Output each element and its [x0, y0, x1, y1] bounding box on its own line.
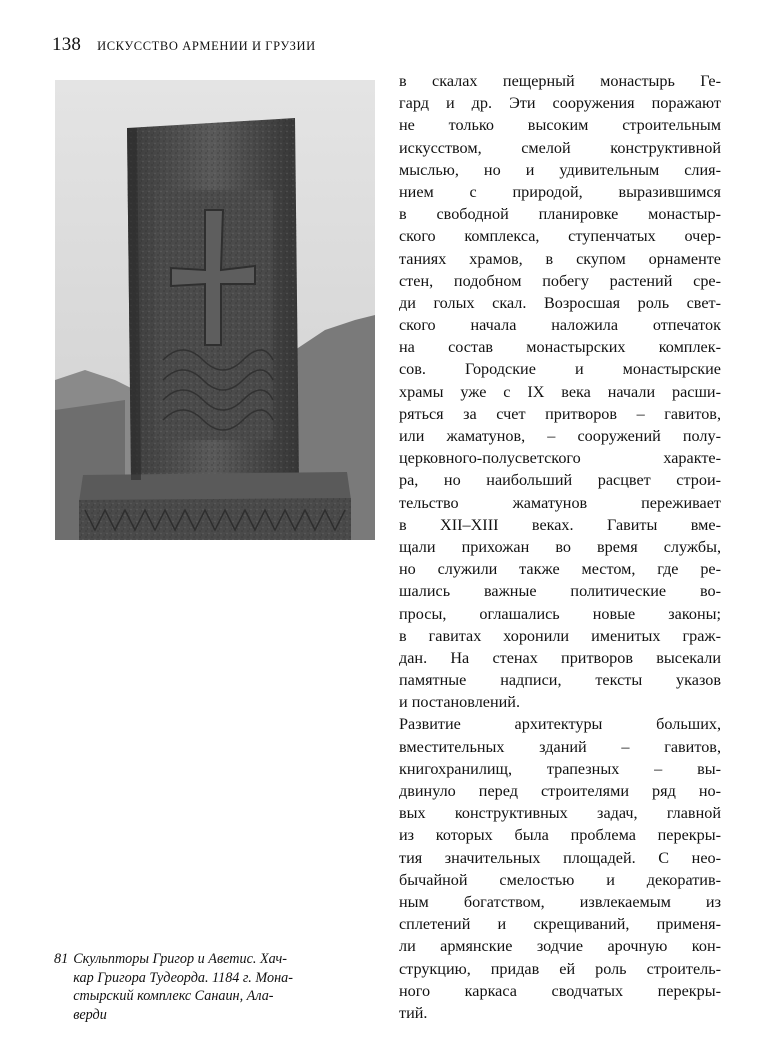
body-text-line: ского начала наложила отпечаток: [399, 316, 721, 335]
running-title: ИСКУССТВО АРМЕНИИ И ГРУЗИИ: [97, 39, 316, 53]
body-text-line: сплетений и скрещиваний, применя-: [399, 915, 721, 934]
body-text-line: на состав монастырских комплек-: [399, 338, 721, 357]
body-text-line: ного каркаса сводчатых перекры-: [399, 981, 721, 1000]
body-text-line: но служили также местом, где ре-: [399, 560, 721, 579]
caption-number: 81: [54, 951, 69, 967]
body-text-line: мыслью, но и удивительным слия-: [399, 160, 721, 179]
body-text-line: вых конструктивных задач, главной: [399, 804, 721, 823]
body-text-line: тий.: [399, 1003, 428, 1022]
running-header: [52, 34, 316, 56]
body-text-line: нием с природой, выразившимся: [399, 182, 721, 201]
body-text-line: ряться за счет притворов – гавитов,: [399, 404, 721, 423]
body-text-line: струкцию, придав ей роль строитель-: [399, 959, 721, 978]
body-text-line: таниях храмов, в скупом орнаменте: [399, 249, 721, 268]
khachkar-photo-image: [55, 80, 375, 540]
body-text-line: ского комплекса, ступенчатых очер-: [399, 227, 721, 246]
body-text-line: ди голых скал. Возросшая роль свет-: [399, 293, 721, 312]
body-text-line: просы, оглашались новые законы;: [399, 604, 721, 623]
body-text-line: бычайной смелостью и декоратив-: [399, 870, 721, 889]
body-text-column: [399, 70, 721, 1024]
body-text-line: Развитие архитектуры больших,: [399, 715, 721, 734]
caption-line: Скульпторы Григор и Аветис. Хач-: [73, 951, 288, 967]
body-text-line: ным богатством, извлекаемым из: [399, 892, 721, 911]
body-text-line: искусством, смелой конструктивной: [399, 138, 721, 157]
body-text-line: щали прихожан во время службы,: [399, 537, 721, 556]
body-text-line: стен, подобном побегу растений сре-: [399, 271, 721, 290]
body-text-line: в свободной планировке монастыр-: [399, 205, 721, 224]
body-text-line: шались важные политические во-: [399, 582, 721, 601]
body-text-line: двинуло перед строителями ряд но-: [399, 782, 721, 800]
body-text-line: и постановлений.: [399, 693, 520, 712]
body-text-line: или жаматунов, – сооружений полу-: [399, 427, 721, 445]
body-text-line: вместительных зданий – гавитов,: [399, 737, 721, 756]
body-text-line: книгохранилищ, трапезных – вы-: [399, 759, 721, 778]
caption-line: кар Григора Тудеорда. 1184 г. Мона-: [73, 969, 293, 986]
body-text-line: памятные надписи, тексты указов: [399, 671, 721, 690]
page-number: 138: [52, 34, 82, 55]
khachkar-photo: [55, 80, 375, 540]
body-text-line: гард и др. Эти сооружения поражают: [399, 94, 721, 113]
body-text-line: тия значительных площадей. С нео-: [399, 848, 721, 867]
figure-caption: [54, 950, 384, 1024]
caption-line: стырский комплекс Санаин, Ала-: [73, 988, 274, 1004]
body-text-line: из которых была проблема перекры-: [399, 826, 721, 845]
body-text-line: в гавитах хоронили именитых граж-: [399, 626, 721, 645]
body-text-line: не только высоким строительным: [399, 116, 721, 135]
body-text-line: храмы уже с IX века начали расши-: [399, 382, 721, 401]
body-text-line: дан. На стенах притворов высекали: [399, 648, 721, 667]
caption-text: [73, 950, 293, 1024]
body-text-line: ли армянские зодчие арочную кон-: [399, 937, 721, 956]
body-text-line: в XII–XIII веках. Гавиты вме-: [399, 515, 721, 534]
body-text-line: ра, но наибольший расцвет строи-: [399, 471, 721, 490]
body-text-line: сов. Городские и монастырские: [399, 360, 721, 379]
caption-line: верди: [73, 1006, 107, 1023]
body-text-line: в скалах пещерный монастырь Ге-: [399, 72, 721, 90]
body-text-line: церковного-полусветского характе-: [399, 449, 721, 468]
body-text-line: тельство жаматунов переживает: [399, 493, 721, 512]
